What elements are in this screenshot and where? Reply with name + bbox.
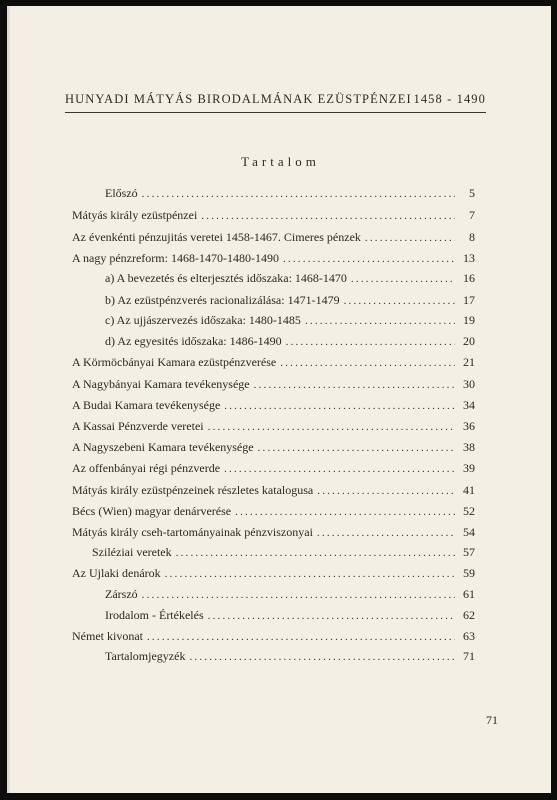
toc-entry [105, 607, 475, 623]
dot-leader [351, 271, 455, 287]
toc-entry-label: Tartalomjegyzék [105, 649, 186, 663]
toc-entry [105, 270, 475, 286]
toc-entry [72, 503, 475, 519]
toc-entry-page: 54 [463, 525, 475, 539]
toc-entry-label: Mátyás király ezüstpénzeinek részletes katalogusa [72, 483, 314, 497]
toc-entry [72, 418, 475, 434]
toc-entry [72, 460, 475, 476]
toc-entry-page: 34 [463, 398, 475, 412]
dot-leader [317, 483, 455, 499]
toc-entry-page: 16 [463, 271, 475, 285]
dot-leader [254, 377, 455, 393]
toc-entry-page: 19 [463, 313, 475, 327]
dot-leader [142, 587, 455, 603]
toc-entry [72, 397, 475, 413]
toc-entry-label: Irodalom - Értékelés [105, 608, 204, 622]
toc-entry-label: a) A bevezetés és elterjesztés időszaka: 1468-1470 [105, 271, 347, 285]
toc-title: Tartalom [241, 154, 320, 169]
toc-entry-label: d) Az egyesités időszaka: 1486-1490 [105, 334, 282, 348]
dot-leader [208, 419, 455, 435]
toc-entry-label: Az offenbányai régi pénzverde [72, 461, 221, 475]
toc-entry-page: 36 [463, 419, 475, 433]
dot-leader [280, 355, 455, 371]
toc-entry-label: A Nagyszebeni Kamara tevékenysége [72, 440, 254, 454]
toc-entry-label: Német kivonat [72, 629, 143, 643]
toc-entry-page: 39 [463, 461, 475, 475]
toc-entry-page: 17 [463, 293, 475, 307]
toc-entry-label: A Körmöcbányai Kamara ezüstpénzverése [72, 355, 277, 369]
toc-entry-label: A nagy pénzreform: 1468-1470-1480-1490 [72, 251, 279, 265]
dot-leader [365, 230, 455, 246]
toc-entry-label: Mátyás király ezüstpénzei [72, 208, 198, 222]
toc-entry-page: 41 [463, 483, 475, 497]
toc-entry [72, 524, 475, 540]
toc-entry [72, 482, 475, 498]
dot-leader [224, 461, 455, 477]
toc-entry [105, 333, 475, 349]
toc-entry [72, 354, 475, 370]
toc-entry-label: Bécs (Wien) magyar denárverése [72, 504, 232, 518]
toc-entry [105, 648, 475, 664]
toc-entry-page: 57 [463, 545, 475, 559]
dot-leader [147, 629, 455, 645]
dot-leader [201, 208, 455, 224]
dot-leader [176, 545, 455, 561]
running-head-years: 1458 - 1490 [413, 92, 486, 106]
toc-entry-page: 38 [463, 440, 475, 454]
running-head-title: HUNYADI MÁTYÁS BIRODALMÁNAK EZÜSTPÉNZEI [65, 92, 412, 106]
toc-entry-page: 30 [463, 377, 475, 391]
toc-entry-page: 59 [463, 566, 475, 580]
dot-leader [165, 566, 455, 582]
toc-entry-page: 8 [469, 230, 475, 244]
toc-entry-page: 62 [463, 608, 475, 622]
toc-entry-label: A Kassai Pénzverde veretei [72, 419, 204, 433]
toc-entry-label: c) Az ujjászervezés időszaka: 1480-1485 [105, 313, 301, 327]
toc-entry [105, 312, 475, 328]
toc-entry-label: A Budai Kamara tevékenysége [72, 398, 221, 412]
toc-entry-page: 7 [469, 208, 475, 222]
page-number: 71 [486, 713, 498, 727]
dot-leader [258, 440, 455, 456]
toc-entry-label: Zárszó [105, 587, 138, 601]
book-page [7, 6, 551, 793]
table-of-contents [10, 6, 551, 793]
dot-leader [189, 649, 455, 665]
dot-leader [286, 334, 455, 350]
toc-entry-page: 21 [463, 355, 475, 369]
toc-entry [105, 292, 475, 308]
toc-entry-page: 61 [463, 587, 475, 601]
dot-leader [235, 504, 455, 520]
toc-entry-page: 71 [463, 649, 475, 663]
toc-entry [72, 565, 475, 581]
toc-entry [72, 628, 475, 644]
toc-entry [105, 185, 475, 201]
dot-leader [224, 398, 455, 414]
toc-entry [72, 439, 475, 455]
dot-leader [283, 251, 455, 267]
dot-leader [305, 313, 455, 329]
toc-entry-label: Előszó [105, 186, 138, 200]
toc-entry-page: 5 [469, 186, 475, 200]
toc-entry-label: Sziléziai veretek [92, 545, 172, 559]
toc-entry-page: 63 [463, 629, 475, 643]
toc-entry [72, 250, 475, 266]
toc-entry-label: Mátyás király cseh-tartományainak pénzviszonyai [72, 525, 313, 539]
toc-entry [72, 376, 475, 392]
toc-entry [105, 586, 475, 602]
toc-entry [92, 544, 475, 560]
toc-entry-label: b) Az ezüstpénzverés racionalizálása: 1471-1479 [105, 293, 340, 307]
toc-entry-label: A Nagybányai Kamara tevékenysége [72, 377, 250, 391]
toc-entry-page: 13 [463, 251, 475, 265]
dot-leader [317, 525, 455, 541]
toc-entry [72, 207, 475, 223]
dot-leader [344, 293, 455, 309]
toc-entry-page: 20 [463, 334, 475, 348]
toc-entry-label: Az Ujlaki denárok [72, 566, 161, 580]
dot-leader [142, 186, 455, 202]
toc-entry [72, 229, 475, 245]
dot-leader [208, 608, 455, 624]
toc-entry-page: 52 [463, 504, 475, 518]
toc-entry-label: Az évenkénti pénzujitás veretei 1458-1467. Cimeres pénzek [72, 230, 361, 244]
